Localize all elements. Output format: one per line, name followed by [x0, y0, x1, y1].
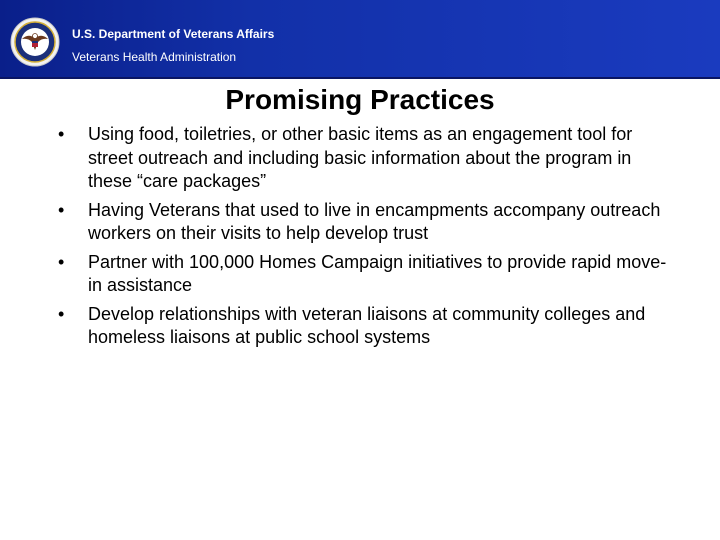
va-seal-icon: [10, 17, 60, 67]
bullet-marker: •: [58, 251, 65, 272]
bullet-marker: •: [58, 303, 65, 324]
bullet-text: Develop relationships with veteran liaisons at community colleges and homeless liaisons at public school systems: [88, 303, 646, 347]
bullet-marker: •: [58, 199, 65, 220]
org-subtitle: Veterans Health Administration: [72, 50, 237, 64]
bullet-text: Partner with 100,000 Homes Campaign initiatives to provide rapid move-in assistance: [88, 251, 667, 295]
bullet-item: [58, 251, 668, 298]
slide-title: Promising Practices: [225, 84, 495, 115]
bullet-list: [58, 123, 668, 355]
bullet-item: [58, 123, 668, 194]
bullet-item: [58, 303, 668, 350]
bullet-text: Using food, toiletries, or other basic items as an engagement tool for street outreach and including basic information about the program in these “care packages”: [88, 124, 633, 191]
bullet-marker: •: [58, 124, 65, 144]
bullet-item: [58, 199, 668, 246]
org-title: U.S. Department of Veterans Affairs: [72, 27, 275, 41]
header-banner: [0, 0, 720, 79]
bullet-text: Having Veterans that used to live in encampments accompany outreach workers on their visits to help develop trust: [88, 199, 661, 243]
